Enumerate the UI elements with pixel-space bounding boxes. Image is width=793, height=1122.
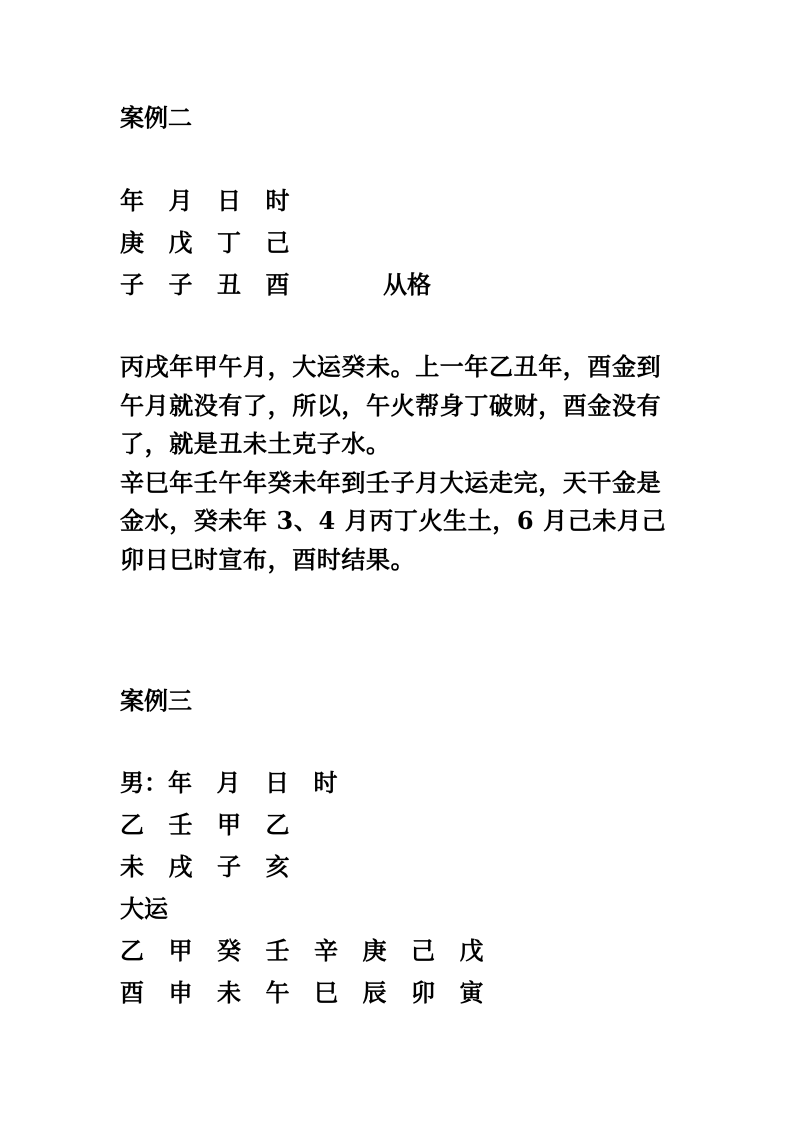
case2-analysis xyxy=(120,348,680,580)
dayun-stem: 己 xyxy=(411,936,435,965)
branch-month: 子 xyxy=(168,270,193,299)
stem-hour: 己 xyxy=(265,228,290,257)
dayun-branch: 午 xyxy=(265,978,290,1007)
case2-pattern-note: 从格 xyxy=(383,270,431,299)
stem-day: 甲 xyxy=(217,810,241,839)
case3-title: 案例三 xyxy=(120,686,192,715)
dayun-branches-row xyxy=(120,979,508,1007)
case2-title: 案例二 xyxy=(120,103,192,132)
dayun-branch: 未 xyxy=(217,978,241,1007)
header-month: 月 xyxy=(216,768,241,797)
case3-branches-row xyxy=(120,853,314,881)
header-hour: 时 xyxy=(265,186,290,215)
dayun-branch: 酉 xyxy=(120,978,144,1007)
branch-year: 子 xyxy=(120,270,144,299)
case3-stems-row xyxy=(120,811,314,839)
dayun-branch: 辰 xyxy=(362,978,387,1007)
dayun-stem: 戊 xyxy=(459,936,484,965)
header-day: 日 xyxy=(265,768,289,797)
stem-month: 戊 xyxy=(168,228,193,257)
header-day: 日 xyxy=(217,186,241,215)
case2-header-row xyxy=(120,187,314,215)
dayun-branch: 巳 xyxy=(314,978,338,1007)
dayun-stem: 乙 xyxy=(120,936,144,965)
branch-month: 戌 xyxy=(168,852,193,881)
case2-stems-row xyxy=(120,229,314,257)
dayun-stem: 辛 xyxy=(314,936,338,965)
case2-paragraph-1: 丙戌年甲午月，大运癸未。上一年乙丑年，酉金到午月就没有了，所以，午火帮身丁破财，酉金没有了，就是丑未土克子水。 xyxy=(120,352,662,459)
branch-day: 丑 xyxy=(217,270,241,299)
dayun-branch: 卯 xyxy=(411,978,435,1007)
case2-branches-row xyxy=(120,271,314,299)
case3-header-row xyxy=(120,769,362,797)
gender-label: 男： xyxy=(120,768,168,797)
dayun-stem: 壬 xyxy=(265,936,290,965)
branch-year: 未 xyxy=(120,852,144,881)
stem-month: 壬 xyxy=(168,810,193,839)
dayun-stem: 甲 xyxy=(168,936,193,965)
branch-day: 子 xyxy=(217,852,241,881)
stem-year: 庚 xyxy=(120,228,144,257)
branch-hour: 酉 xyxy=(265,270,290,299)
branch-hour: 亥 xyxy=(265,852,290,881)
stem-hour: 乙 xyxy=(265,810,290,839)
case2-paragraph-2: 辛巳年壬午年癸未年到壬子月大运走完，天干金是金水，癸未年 3、4 月丙丁火生土，6 月己未月己卯日巳时宣布，酉时结果。 xyxy=(120,467,667,574)
stem-day: 丁 xyxy=(217,228,241,257)
header-month: 月 xyxy=(168,186,193,215)
header-hour: 时 xyxy=(313,768,338,797)
dayun-stem: 癸 xyxy=(217,936,241,965)
stem-year: 乙 xyxy=(120,810,144,839)
dayun-branch: 申 xyxy=(168,978,193,1007)
dayun-label: 大运 xyxy=(120,894,168,923)
dayun-stem: 庚 xyxy=(362,936,387,965)
header-year: 年 xyxy=(120,186,144,215)
dayun-branch: 寅 xyxy=(459,978,484,1007)
dayun-stems-row xyxy=(120,937,508,965)
header-year: 年 xyxy=(168,768,192,797)
